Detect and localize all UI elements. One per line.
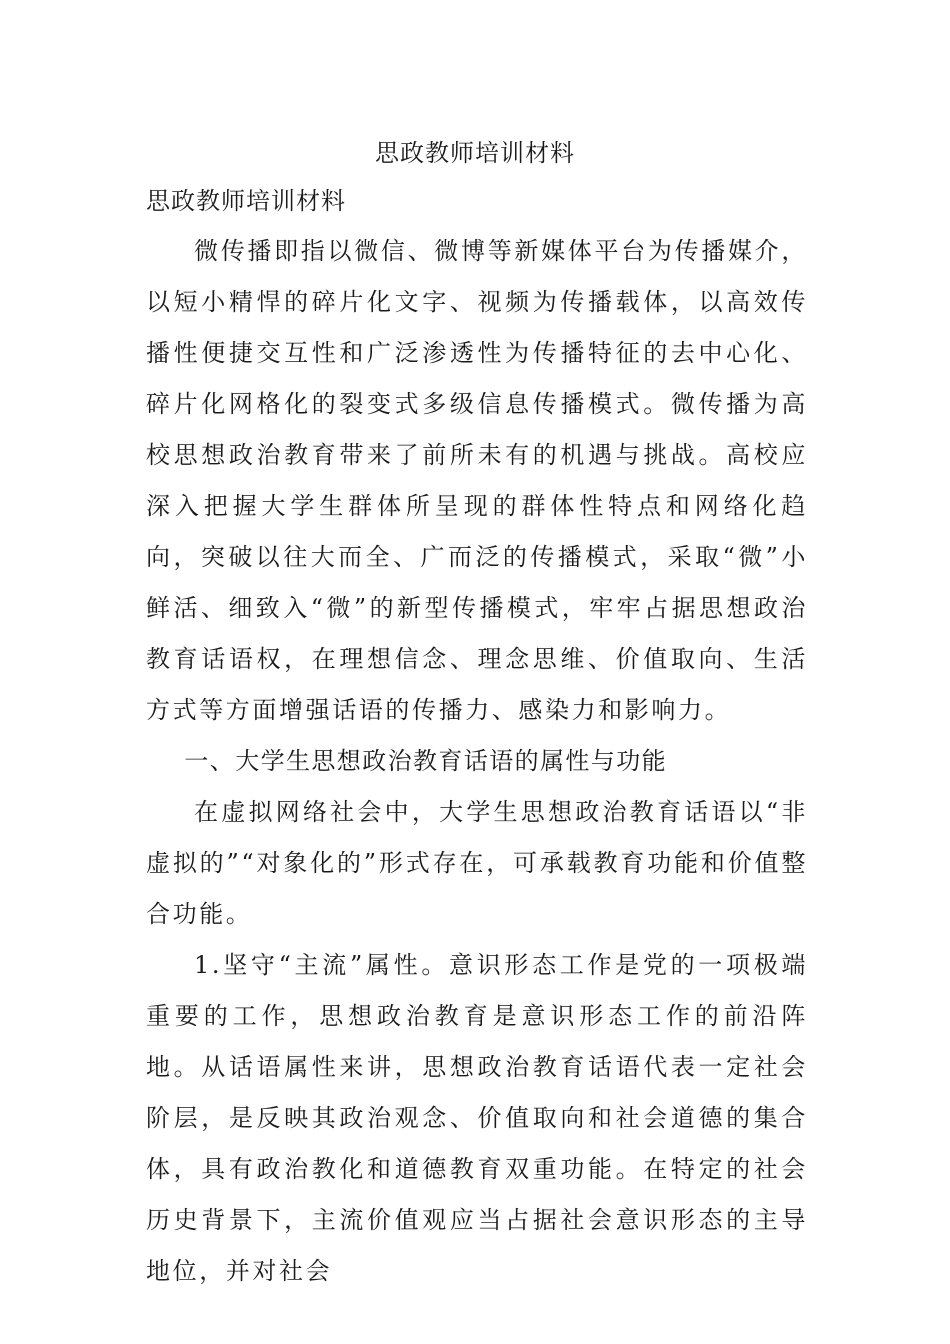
paragraph-point-1: 1.坚守“主流”属性。意识形态工作是党的一项极端重要的工作，思想政治教育是意识形态工作的前沿阵地。从话语属性来讲，思想政治教育话语代表一定社会阶层，是反映其政治观念、价值取向和社会道德的集合体，具有政治教化和道德教育双重功能。在特定的社会历史背景下，主流价值观应当占据社会意识形态的主导地位，并对社会 (146, 951, 808, 1285)
paragraph-intro: 微传播即指以微信、微博等新媒体平台为传播媒介，以短小精悍的碎片化文字、视频为传播载体，以高效传播性便捷交互性和广泛渗透性为传播特征的去中心化、碎片化网格化的裂变式多级信息传播模式。微传播为高校思想政治教育带来了前所未有的机遇与挑战。高校应深入把握大学生群体所呈现的群体性特点和网络化趋向，突破以往大而全、广而泛的传播模式，采取“微”小鲜活、细致入“微”的新型传播模式，牢牢占据思想政治教育话语权，在理想信念、理念思维、价值取向、生活方式等方面增强话语的传播力、感染力和影响力。 (146, 237, 808, 724)
document-body (146, 226, 808, 1297)
section-heading: 一、大学生思想政治教育话语的属性与功能 (184, 747, 667, 775)
document-title: 思政教师培训材料 (375, 139, 575, 167)
paragraph-section-intro: 在虚拟网络社会中，大学生思想政治教育话语以“非虚拟的”“对象化的”形式存在，可承载教育功能和价值整合功能。 (146, 798, 808, 928)
document-subtitle: 思政教师培训材料 (146, 187, 346, 215)
